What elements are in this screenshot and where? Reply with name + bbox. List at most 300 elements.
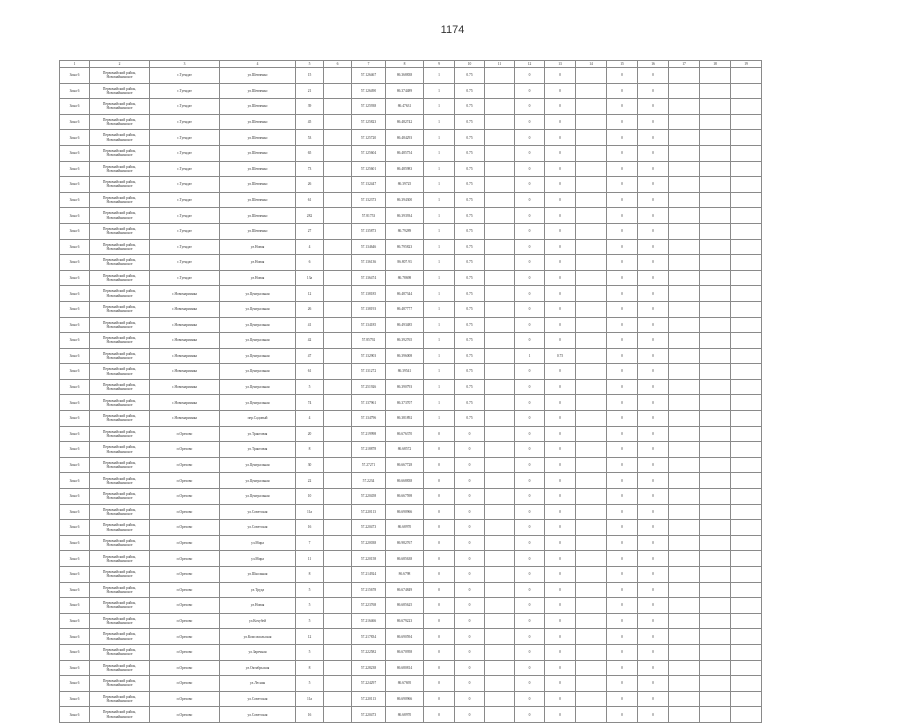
table-cell: 0 bbox=[607, 333, 638, 349]
table-cell bbox=[324, 379, 352, 395]
table-cell: Зона 6 bbox=[60, 426, 90, 442]
table-cell bbox=[731, 426, 762, 442]
table-cell: 0 bbox=[638, 473, 669, 489]
table-cell: 0.75 bbox=[455, 317, 485, 333]
table-cell: Зона 6 bbox=[60, 489, 90, 505]
table-cell: 57.220473 bbox=[352, 707, 386, 723]
table-cell: 0 bbox=[545, 613, 576, 629]
table-cell bbox=[576, 130, 607, 146]
table-cell: Первомайский район, Новомайнинское bbox=[90, 99, 150, 115]
table-cell: 57.125601 bbox=[352, 161, 386, 177]
table-cell: 0 bbox=[545, 301, 576, 317]
table-cell bbox=[700, 504, 731, 520]
table-cell: 57.219998 bbox=[352, 426, 386, 442]
table-cell bbox=[324, 676, 352, 692]
table-cell: 86.392765 bbox=[386, 333, 424, 349]
table-cell bbox=[576, 395, 607, 411]
table-cell: 57.222582 bbox=[352, 644, 386, 660]
table-cell: ул.Центральная bbox=[220, 301, 296, 317]
table-cell bbox=[731, 411, 762, 427]
table-cell: 86.39725 bbox=[386, 177, 424, 193]
table-cell: п.Орехово bbox=[150, 691, 220, 707]
table-cell bbox=[700, 208, 731, 224]
table-cell: 1 bbox=[424, 99, 455, 115]
table-cell: 57.125823 bbox=[352, 114, 386, 130]
table-cell: 0 bbox=[607, 286, 638, 302]
table-cell: ул.Трактовая bbox=[220, 442, 296, 458]
table-cell: 0 bbox=[424, 520, 455, 536]
table-cell: 57.137961 bbox=[352, 395, 386, 411]
table-cell: 1 bbox=[424, 130, 455, 146]
table-cell bbox=[700, 629, 731, 645]
table-cell: 0 bbox=[607, 442, 638, 458]
table-cell: 0.75 bbox=[455, 270, 485, 286]
table-cell: ул.Советская bbox=[220, 691, 296, 707]
table-row bbox=[60, 83, 762, 99]
table-cell bbox=[576, 270, 607, 286]
table-cell: 0.75 bbox=[545, 348, 576, 364]
table-cell: Зона 6 bbox=[60, 395, 90, 411]
table-cell bbox=[669, 411, 700, 427]
table-cell: с.Туендат bbox=[150, 270, 220, 286]
table-row bbox=[60, 177, 762, 193]
table-cell bbox=[324, 301, 352, 317]
table-cell bbox=[485, 489, 515, 505]
table-cell: с.Новомариинка bbox=[150, 333, 220, 349]
table-cell: 0 bbox=[515, 629, 545, 645]
table-cell: 86.485983 bbox=[386, 161, 424, 177]
table-cell: 86.670958 bbox=[386, 644, 424, 660]
table-cell: 0 bbox=[545, 457, 576, 473]
header-cell: 18 bbox=[700, 61, 731, 68]
table-cell: 0 bbox=[545, 99, 576, 115]
table-cell: 0 bbox=[424, 676, 455, 692]
table-cell: Зона 6 bbox=[60, 535, 90, 551]
table-cell: 0 bbox=[424, 457, 455, 473]
table-cell: 0.75 bbox=[455, 333, 485, 349]
table-cell: 42 bbox=[296, 333, 324, 349]
table-cell: 0 bbox=[607, 520, 638, 536]
table-cell: ул.Советская bbox=[220, 504, 296, 520]
table-cell: 57.217834 bbox=[352, 629, 386, 645]
table-cell: 1 bbox=[424, 223, 455, 239]
table-cell bbox=[485, 629, 515, 645]
table-cell: 0 bbox=[515, 395, 545, 411]
table-cell: Первомайский район, Новомайнинское bbox=[90, 644, 150, 660]
table-cell: 86.396008 bbox=[386, 348, 424, 364]
table-cell bbox=[485, 613, 515, 629]
table-cell: 10 bbox=[296, 489, 324, 505]
table-cell: 0 bbox=[638, 114, 669, 130]
table-cell: 0 bbox=[607, 130, 638, 146]
table-cell: 57.132903 bbox=[352, 348, 386, 364]
table-cell bbox=[669, 130, 700, 146]
table-cell bbox=[669, 473, 700, 489]
table-cell: Первомайский район, Новомайнинское bbox=[90, 379, 150, 395]
table-cell: с.Туендат bbox=[150, 83, 220, 99]
table-cell: с.Туендат bbox=[150, 114, 220, 130]
table-cell: ул.Шевченко bbox=[220, 161, 296, 177]
table-cell bbox=[485, 99, 515, 115]
table-cell: Зона 6 bbox=[60, 333, 90, 349]
table-cell: п.Орехово bbox=[150, 644, 220, 660]
table-cell: 0 bbox=[638, 613, 669, 629]
table-cell: Зона 6 bbox=[60, 270, 90, 286]
table-cell bbox=[731, 707, 762, 723]
table-cell: Первомайский район, Новомайнинское bbox=[90, 551, 150, 567]
table-cell: 0 bbox=[607, 177, 638, 193]
table-cell: Зона 6 bbox=[60, 177, 90, 193]
table-cell: 57.85792 bbox=[352, 333, 386, 349]
table-cell bbox=[700, 192, 731, 208]
table-cell bbox=[324, 239, 352, 255]
table-cell bbox=[669, 691, 700, 707]
table-cell bbox=[669, 660, 700, 676]
table-cell: 27 bbox=[296, 223, 324, 239]
table-cell: 0 bbox=[638, 535, 669, 551]
table-cell: 0 bbox=[424, 567, 455, 583]
table-cell bbox=[576, 504, 607, 520]
table-cell: с.Новомариинка bbox=[150, 364, 220, 380]
table-cell: 0 bbox=[424, 473, 455, 489]
table-cell: 0 bbox=[607, 426, 638, 442]
table-cell: 8 bbox=[296, 567, 324, 583]
document-table bbox=[59, 60, 762, 723]
table-cell: 0 bbox=[545, 317, 576, 333]
table-cell: 0 bbox=[515, 676, 545, 692]
table-cell bbox=[700, 379, 731, 395]
table-cell: 0.75 bbox=[455, 68, 485, 84]
table-cell: 0 bbox=[424, 504, 455, 520]
table-row bbox=[60, 223, 762, 239]
table-cell: 0 bbox=[545, 270, 576, 286]
table-cell: Первомайский район, Новомайнинское bbox=[90, 239, 150, 255]
table-cell: 1 bbox=[424, 192, 455, 208]
table-cell: 0 bbox=[607, 68, 638, 84]
table-cell: 0 bbox=[545, 660, 576, 676]
table-cell bbox=[576, 239, 607, 255]
table-cell: 0 bbox=[515, 489, 545, 505]
table-cell: ул.Комсомольская bbox=[220, 629, 296, 645]
table-cell: 0.75 bbox=[455, 348, 485, 364]
table-cell: 0.75 bbox=[455, 239, 485, 255]
table-cell: 0 bbox=[515, 379, 545, 395]
table-cell: 5 bbox=[296, 676, 324, 692]
table-cell bbox=[700, 364, 731, 380]
table-cell: 86.394300 bbox=[386, 192, 424, 208]
table-cell: Первомайский район, Новомайнинское bbox=[90, 411, 150, 427]
table-cell bbox=[485, 301, 515, 317]
header-cell: 7 bbox=[352, 61, 386, 68]
table-cell bbox=[576, 598, 607, 614]
table-cell: 0 bbox=[607, 613, 638, 629]
table-cell: 0 bbox=[424, 489, 455, 505]
table-cell: 0 bbox=[638, 348, 669, 364]
table-cell: ул.Центральная bbox=[220, 473, 296, 489]
table-cell: Первомайский район, Новомайнинское bbox=[90, 504, 150, 520]
table-cell: 0 bbox=[638, 333, 669, 349]
table-cell: 0.75 bbox=[455, 145, 485, 161]
table-cell: 0.75 bbox=[455, 223, 485, 239]
table-cell bbox=[576, 582, 607, 598]
header-cell: 3 bbox=[150, 61, 220, 68]
table-cell: 0 bbox=[424, 551, 455, 567]
table-cell: 0 bbox=[545, 114, 576, 130]
header-cell: 5 bbox=[296, 61, 324, 68]
table-cell: 0 bbox=[545, 177, 576, 193]
table-cell bbox=[324, 223, 352, 239]
table-cell: Первомайский район, Новомайнинское bbox=[90, 613, 150, 629]
table-cell: 0 bbox=[607, 223, 638, 239]
table-cell: 0 bbox=[638, 504, 669, 520]
table-cell: 0 bbox=[638, 192, 669, 208]
table-cell bbox=[576, 301, 607, 317]
table-cell: 0 bbox=[545, 223, 576, 239]
table-cell bbox=[669, 504, 700, 520]
table-cell: 0 bbox=[607, 255, 638, 271]
table-cell bbox=[731, 286, 762, 302]
table-cell: 0 bbox=[607, 676, 638, 692]
header-cell: 9 bbox=[424, 61, 455, 68]
table-cell: 0 bbox=[515, 177, 545, 193]
table-cell bbox=[700, 691, 731, 707]
table-cell: 0 bbox=[607, 551, 638, 567]
table-cell: Зона 6 bbox=[60, 660, 90, 676]
table-cell bbox=[485, 582, 515, 598]
table-cell: 5 bbox=[296, 379, 324, 395]
table-cell: с.Туендат bbox=[150, 161, 220, 177]
table-cell: 86.68970 bbox=[386, 707, 424, 723]
table-cell: 0 bbox=[424, 613, 455, 629]
table-row bbox=[60, 364, 762, 380]
table-cell bbox=[576, 567, 607, 583]
table-cell bbox=[700, 411, 731, 427]
table-cell: 1 bbox=[424, 68, 455, 84]
table-cell bbox=[700, 301, 731, 317]
table-cell: 57.134646 bbox=[352, 239, 386, 255]
table-cell bbox=[700, 395, 731, 411]
table-cell bbox=[669, 551, 700, 567]
table-cell bbox=[485, 395, 515, 411]
table-cell: 1 bbox=[424, 364, 455, 380]
table-cell: 22 bbox=[296, 473, 324, 489]
table-cell: 0 bbox=[515, 364, 545, 380]
table-cell: 0 bbox=[515, 457, 545, 473]
table-cell: 0 bbox=[545, 83, 576, 99]
table-cell bbox=[669, 598, 700, 614]
table-cell: 0 bbox=[607, 208, 638, 224]
table-cell: 0 bbox=[545, 520, 576, 536]
table-cell: п.Орехово bbox=[150, 457, 220, 473]
table-cell bbox=[669, 364, 700, 380]
table-cell: ул.Новая bbox=[220, 239, 296, 255]
table-cell bbox=[576, 691, 607, 707]
table-cell: 0 bbox=[515, 270, 545, 286]
table-cell: 0 bbox=[607, 114, 638, 130]
table-cell: Зона 6 bbox=[60, 239, 90, 255]
table-cell: 0 bbox=[545, 208, 576, 224]
table-cell: Зона 6 bbox=[60, 99, 90, 115]
table-row bbox=[60, 567, 762, 583]
table-cell bbox=[485, 255, 515, 271]
table-cell: 0 bbox=[607, 582, 638, 598]
table-cell: 0 bbox=[607, 473, 638, 489]
table-cell: 0.75 bbox=[455, 208, 485, 224]
table-cell bbox=[324, 598, 352, 614]
table-cell bbox=[669, 192, 700, 208]
table-cell bbox=[485, 208, 515, 224]
table-cell bbox=[669, 629, 700, 645]
table-cell bbox=[576, 348, 607, 364]
table-cell: 0 bbox=[545, 395, 576, 411]
table-cell bbox=[669, 333, 700, 349]
table-cell: ул.Центральная bbox=[220, 457, 296, 473]
table-cell: 0 bbox=[545, 130, 576, 146]
table-cell: 86.67695 bbox=[386, 676, 424, 692]
table-cell: 0 bbox=[515, 660, 545, 676]
table-cell: 0 bbox=[607, 535, 638, 551]
table-cell bbox=[669, 317, 700, 333]
table-cell: 0.75 bbox=[455, 130, 485, 146]
table-cell bbox=[700, 551, 731, 567]
table-cell: п.Орехово bbox=[150, 613, 220, 629]
table-cell: 57.214924 bbox=[352, 567, 386, 583]
table-cell: 0 bbox=[515, 567, 545, 583]
table-cell bbox=[485, 68, 515, 84]
table-cell: 0 bbox=[545, 379, 576, 395]
table-cell bbox=[731, 442, 762, 458]
table-row bbox=[60, 489, 762, 505]
table-cell: 86.690966 bbox=[386, 691, 424, 707]
table-cell: 0 bbox=[515, 255, 545, 271]
table-cell: 1 bbox=[424, 208, 455, 224]
table-cell bbox=[324, 286, 352, 302]
table-cell bbox=[700, 567, 731, 583]
table-cell bbox=[485, 473, 515, 489]
table-cell bbox=[485, 333, 515, 349]
table-cell: 57.81753 bbox=[352, 208, 386, 224]
table-cell: 0 bbox=[638, 567, 669, 583]
table-cell: ул.Центральная bbox=[220, 348, 296, 364]
table-cell bbox=[485, 83, 515, 99]
table-cell bbox=[669, 239, 700, 255]
table-cell: 0 bbox=[515, 520, 545, 536]
table-cell: 1 bbox=[424, 301, 455, 317]
table-cell: ул.Новая bbox=[220, 270, 296, 286]
table-cell bbox=[324, 442, 352, 458]
table-cell bbox=[324, 613, 352, 629]
table-cell: Зона 6 bbox=[60, 598, 90, 614]
table-cell: 0 bbox=[638, 68, 669, 84]
table-cell: 57.135873 bbox=[352, 223, 386, 239]
table-cell: 0 bbox=[607, 504, 638, 520]
table-cell: Первомайский район, Новомайнинское bbox=[90, 660, 150, 676]
table-row bbox=[60, 301, 762, 317]
header-cell: 19 bbox=[731, 61, 762, 68]
table-cell bbox=[731, 582, 762, 598]
table-row bbox=[60, 317, 762, 333]
table-cell: Первомайский район, Новомайнинское bbox=[90, 598, 150, 614]
table-cell: 0 bbox=[424, 660, 455, 676]
table-cell: 0.75 bbox=[455, 255, 485, 271]
table-cell: Зона 6 bbox=[60, 473, 90, 489]
table-cell bbox=[576, 613, 607, 629]
header-cell: 8 bbox=[386, 61, 424, 68]
table-cell bbox=[576, 551, 607, 567]
table-cell bbox=[700, 161, 731, 177]
table-row bbox=[60, 520, 762, 536]
table-cell: 8 bbox=[296, 660, 324, 676]
table-cell: п.Орехово bbox=[150, 551, 220, 567]
table-cell bbox=[576, 379, 607, 395]
table-cell bbox=[485, 457, 515, 473]
table-cell bbox=[324, 395, 352, 411]
table-row bbox=[60, 395, 762, 411]
table-cell bbox=[731, 223, 762, 239]
table-row bbox=[60, 192, 762, 208]
table-cell bbox=[485, 270, 515, 286]
table-cell: Первомайский район, Новомайнинское bbox=[90, 83, 150, 99]
table-cell: 0 bbox=[424, 442, 455, 458]
table-cell: 57.136136 bbox=[352, 255, 386, 271]
table-cell bbox=[324, 99, 352, 115]
table-row bbox=[60, 473, 762, 489]
table-cell: 86.39541 bbox=[386, 364, 424, 380]
table-cell: 0 bbox=[607, 364, 638, 380]
table-cell: 12 bbox=[296, 629, 324, 645]
table-cell: 4 bbox=[296, 411, 324, 427]
table-cell bbox=[731, 114, 762, 130]
table-cell: 0 bbox=[607, 395, 638, 411]
table-cell: 0 bbox=[638, 379, 669, 395]
table-cell bbox=[485, 598, 515, 614]
table-cell: Зона 6 bbox=[60, 379, 90, 395]
table-cell: 0 bbox=[515, 691, 545, 707]
table-cell bbox=[485, 426, 515, 442]
table-cell: 0 bbox=[638, 270, 669, 286]
table-cell: Первомайский район, Новомайнинское bbox=[90, 301, 150, 317]
table-cell bbox=[324, 644, 352, 660]
table-cell: 86.374489 bbox=[386, 83, 424, 99]
table-cell: 0 bbox=[515, 192, 545, 208]
table-cell: 0 bbox=[607, 411, 638, 427]
table-cell bbox=[700, 177, 731, 193]
table-cell: ул.Лесная bbox=[220, 676, 296, 692]
table-cell bbox=[485, 535, 515, 551]
table-cell: ул.Шевченко bbox=[220, 145, 296, 161]
table-cell: 0 bbox=[638, 177, 669, 193]
table-cell bbox=[700, 489, 731, 505]
table-cell: Зона 6 bbox=[60, 567, 90, 583]
table-cell: 26 bbox=[296, 301, 324, 317]
table-cell: 0 bbox=[455, 535, 485, 551]
table-cell bbox=[324, 255, 352, 271]
table-cell: 86.47631 bbox=[386, 99, 424, 115]
table-cell: п.Орехово bbox=[150, 567, 220, 583]
table-row bbox=[60, 114, 762, 130]
table-cell: Зона 6 bbox=[60, 629, 90, 645]
table-cell: Первомайский район, Новомайнинское bbox=[90, 426, 150, 442]
table-cell bbox=[669, 348, 700, 364]
table-cell: 0 bbox=[515, 99, 545, 115]
table-cell: 1 bbox=[424, 270, 455, 286]
table-cell: 0 bbox=[515, 582, 545, 598]
table-cell bbox=[731, 364, 762, 380]
table-row bbox=[60, 426, 762, 442]
table-cell: с.Новомариинка bbox=[150, 379, 220, 395]
table-cell bbox=[324, 660, 352, 676]
table-cell: 0 bbox=[515, 301, 545, 317]
